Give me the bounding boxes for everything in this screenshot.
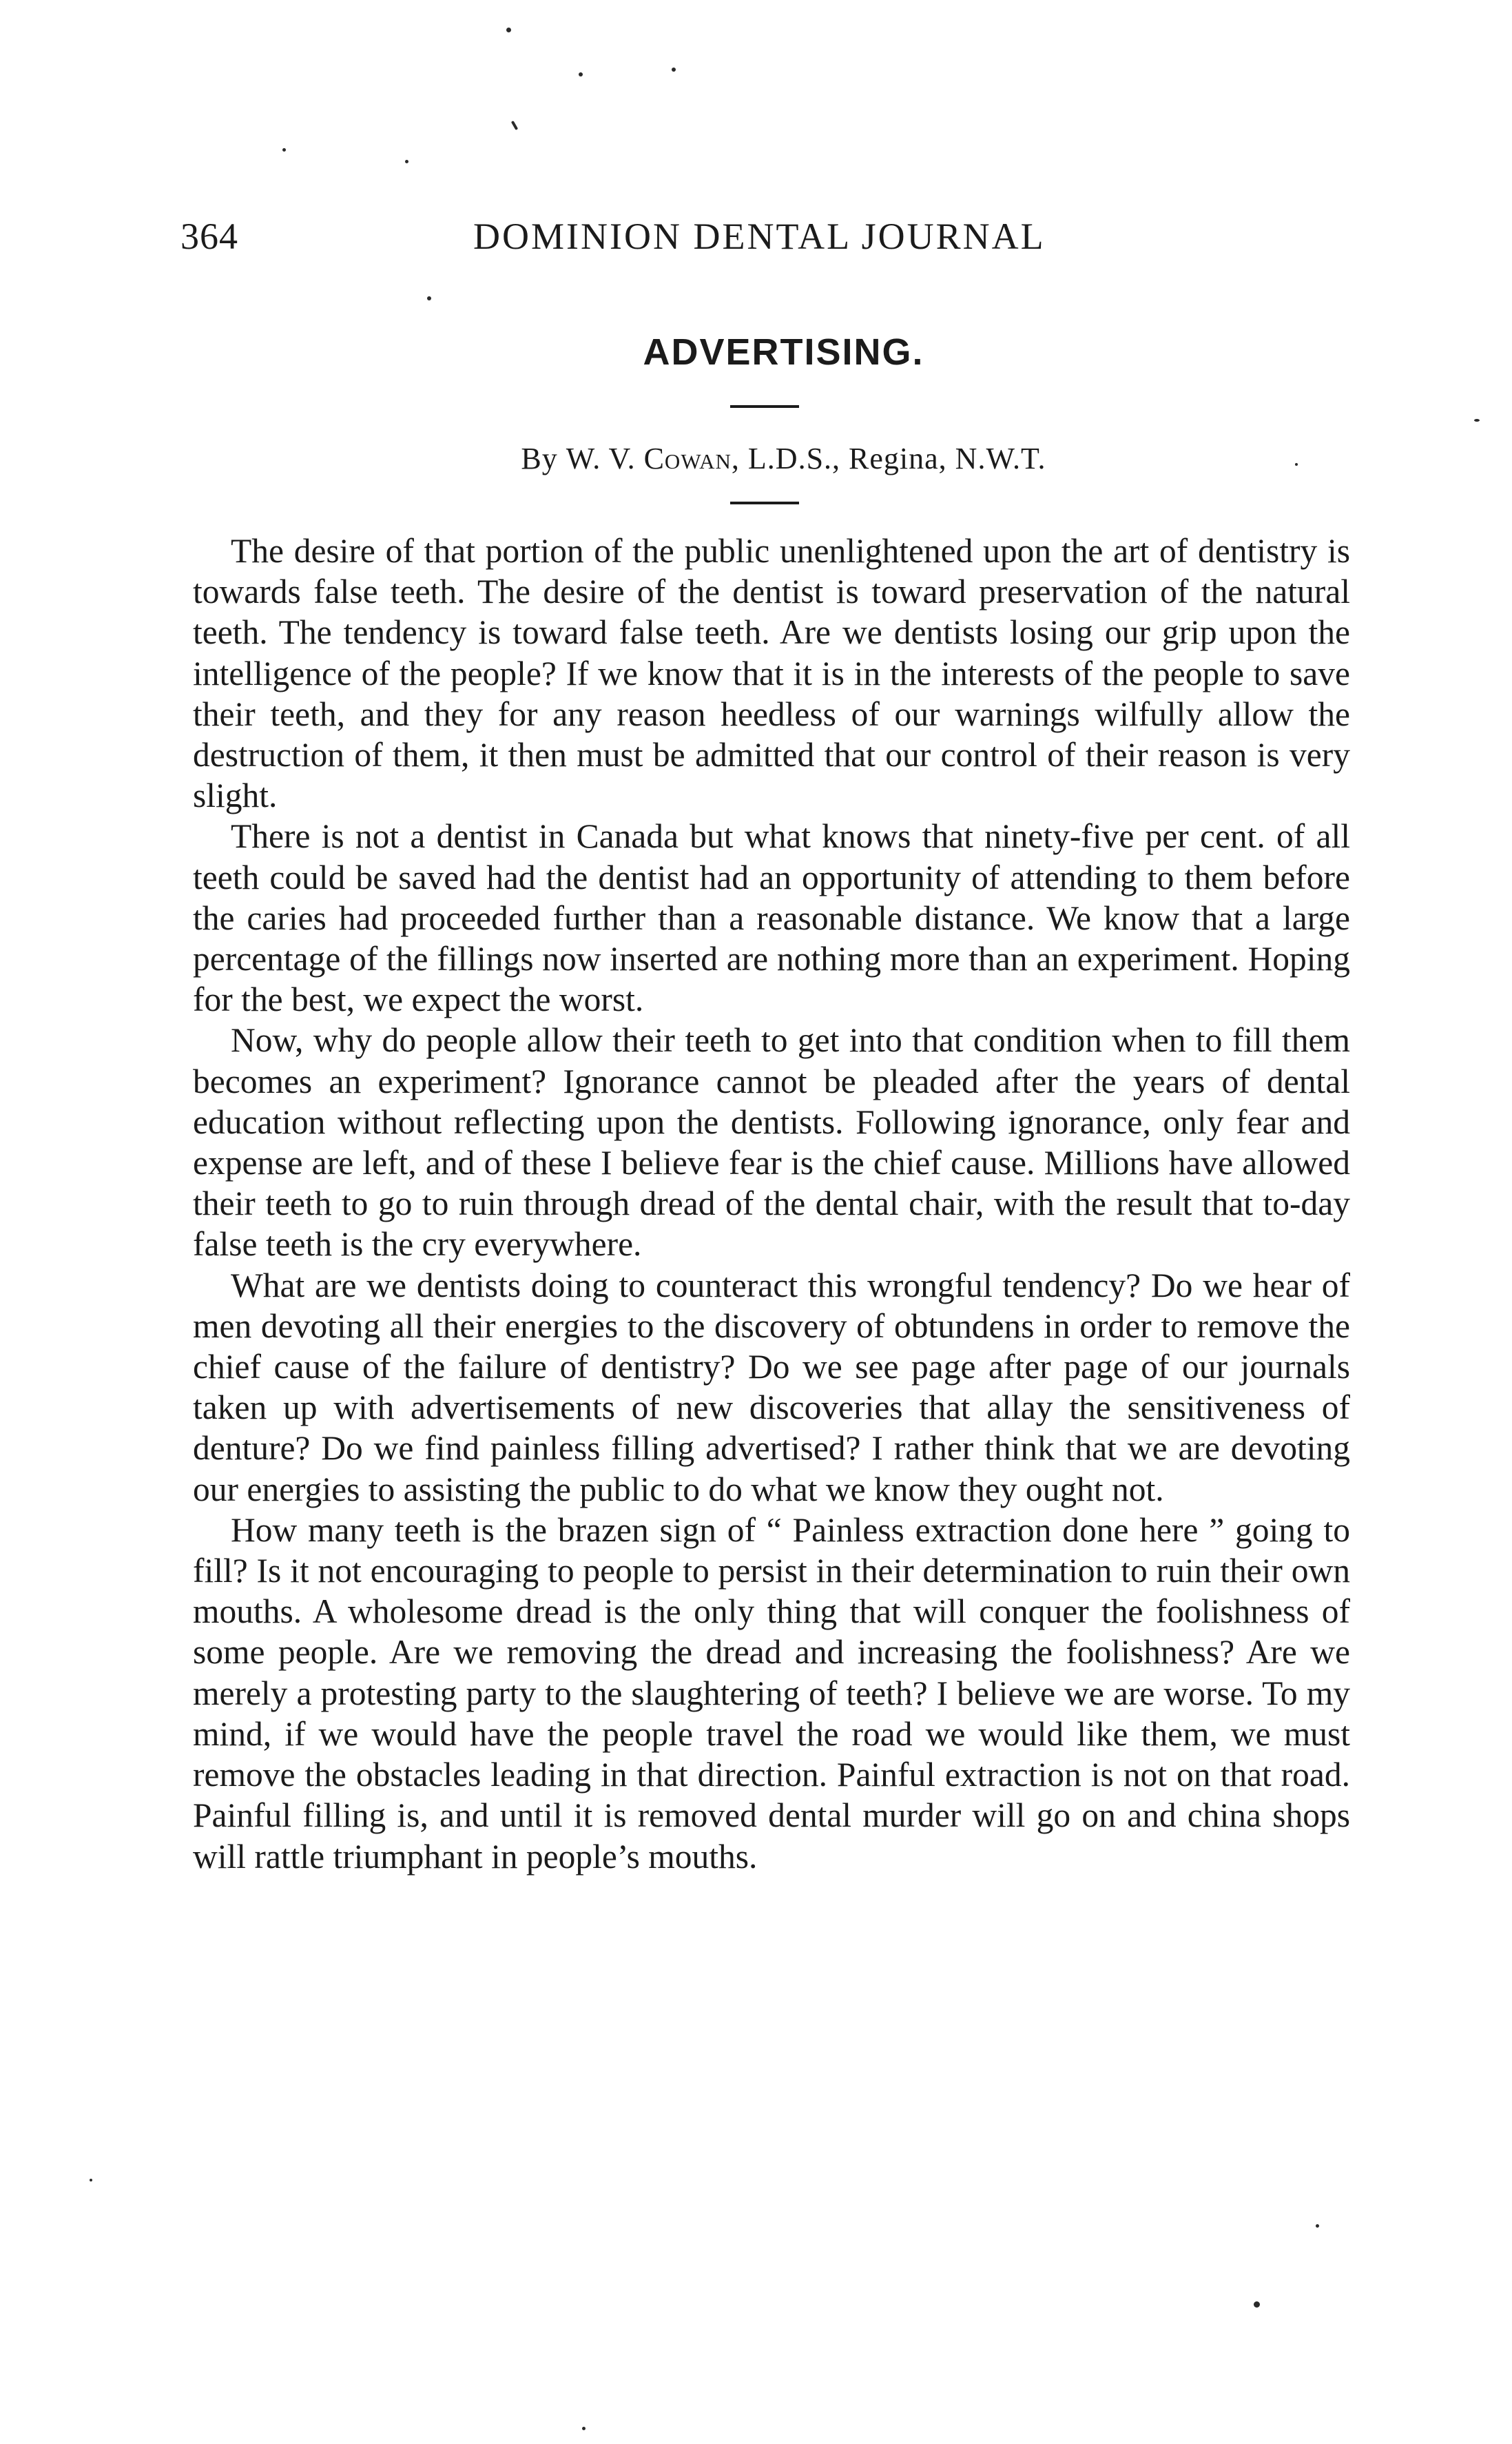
scan-speck <box>405 160 408 163</box>
byline-author: W. V. Cowan <box>566 442 732 475</box>
paragraph: There is not a dentist in Canada but what knows that ninety-five per cent. of all teeth could be saved had the dentist had an opportunity of attending to them before the caries had proceeded further than a reasonable distance. We know that a large percentage of the fillings now inserted are nothing more than an experiment. Hoping for the best, we expect the worst. <box>193 817 1350 1019</box>
article-body <box>193 531 1350 1877</box>
scan-speck <box>511 121 518 130</box>
paragraph: How many teeth is the brazen sign of “ Painless extraction done here ” going to fill? Is it not encouraging to people to persist in their determination to ruin their own mouths. A wholesome dread is the only thing that will conquer the foolishness of some people. Are we removing the dread and increasing the foolishness? Are we merely a protesting party to the slaughtering of teeth? I believe we are worse. To my mind, if we would have the people travel the road we would like them, we must remove the obstacles leading in that direction. Painful extraction is not on that road. Painful filling is, and until it is removed dental murder will go on and china shops will rattle triumphant in people’s mouths. <box>193 1510 1350 1876</box>
paragraph: Now, why do people allow their teeth to get into that condition when to fill them becomes an experiment? Ignorance cannot be pleaded after the years of dental education without reflecting upon the dentists. Following ignorance, only fear and expense are left, and of these I believe fear is the chief cause. Millions have allowed their teeth to go to ruin through dread of the dental chair, with the result that to-day false teeth is the cry everywhere. <box>193 1021 1350 1264</box>
title-divider <box>730 405 799 408</box>
journal-title: DOMINION DENTAL JOURNAL <box>473 216 1046 257</box>
running-head <box>180 215 1352 263</box>
byline-divider <box>730 502 799 504</box>
byline-prefix: By <box>521 442 566 475</box>
byline <box>0 441 1512 476</box>
scan-speck <box>427 296 431 300</box>
scan-speck <box>1474 419 1480 422</box>
byline-credentials: , L.D.S., Regina, N.W.T. <box>731 442 1046 475</box>
scan-speck <box>582 2427 586 2430</box>
scan-speck <box>282 148 286 152</box>
scan-speck <box>1316 2224 1319 2228</box>
scan-speck <box>506 28 511 32</box>
scan-speck <box>579 72 583 76</box>
paragraph: The desire of that portion of the public unenlightened upon the art of dentistry is towards false teeth. The desire of the dentist is toward preservation of the natural teeth. The tendency is toward false teeth. Are we dentists losing our grip upon the intelligence of the people? If we know that it is in the interests of the people to save their teeth, and they for any reason heedless of our warnings wilfully allow the destruction of them, it then must be admitted that our control of their reason is very slight. <box>193 532 1350 815</box>
page-number: 364 <box>180 216 238 257</box>
article-title: ADVERTISING. <box>643 331 924 373</box>
scan-speck <box>1254 2301 1260 2308</box>
paragraph: What are we dentists doing to counteract this wrongful tendency? Do we hear of men devoting all their energies to the discovery of obtundens in order to remove the chief cause of the failure of dentistry? Do we see page after page of our journals taken up with advertisements of new discoveries that allay the sensitiveness of denture? Do we find painless filling advertised? I rather think that we are devoting our energies to assisting the public to do what we know they ought not. <box>193 1266 1350 1508</box>
scan-speck <box>90 2179 92 2181</box>
scan-speck <box>672 68 676 72</box>
